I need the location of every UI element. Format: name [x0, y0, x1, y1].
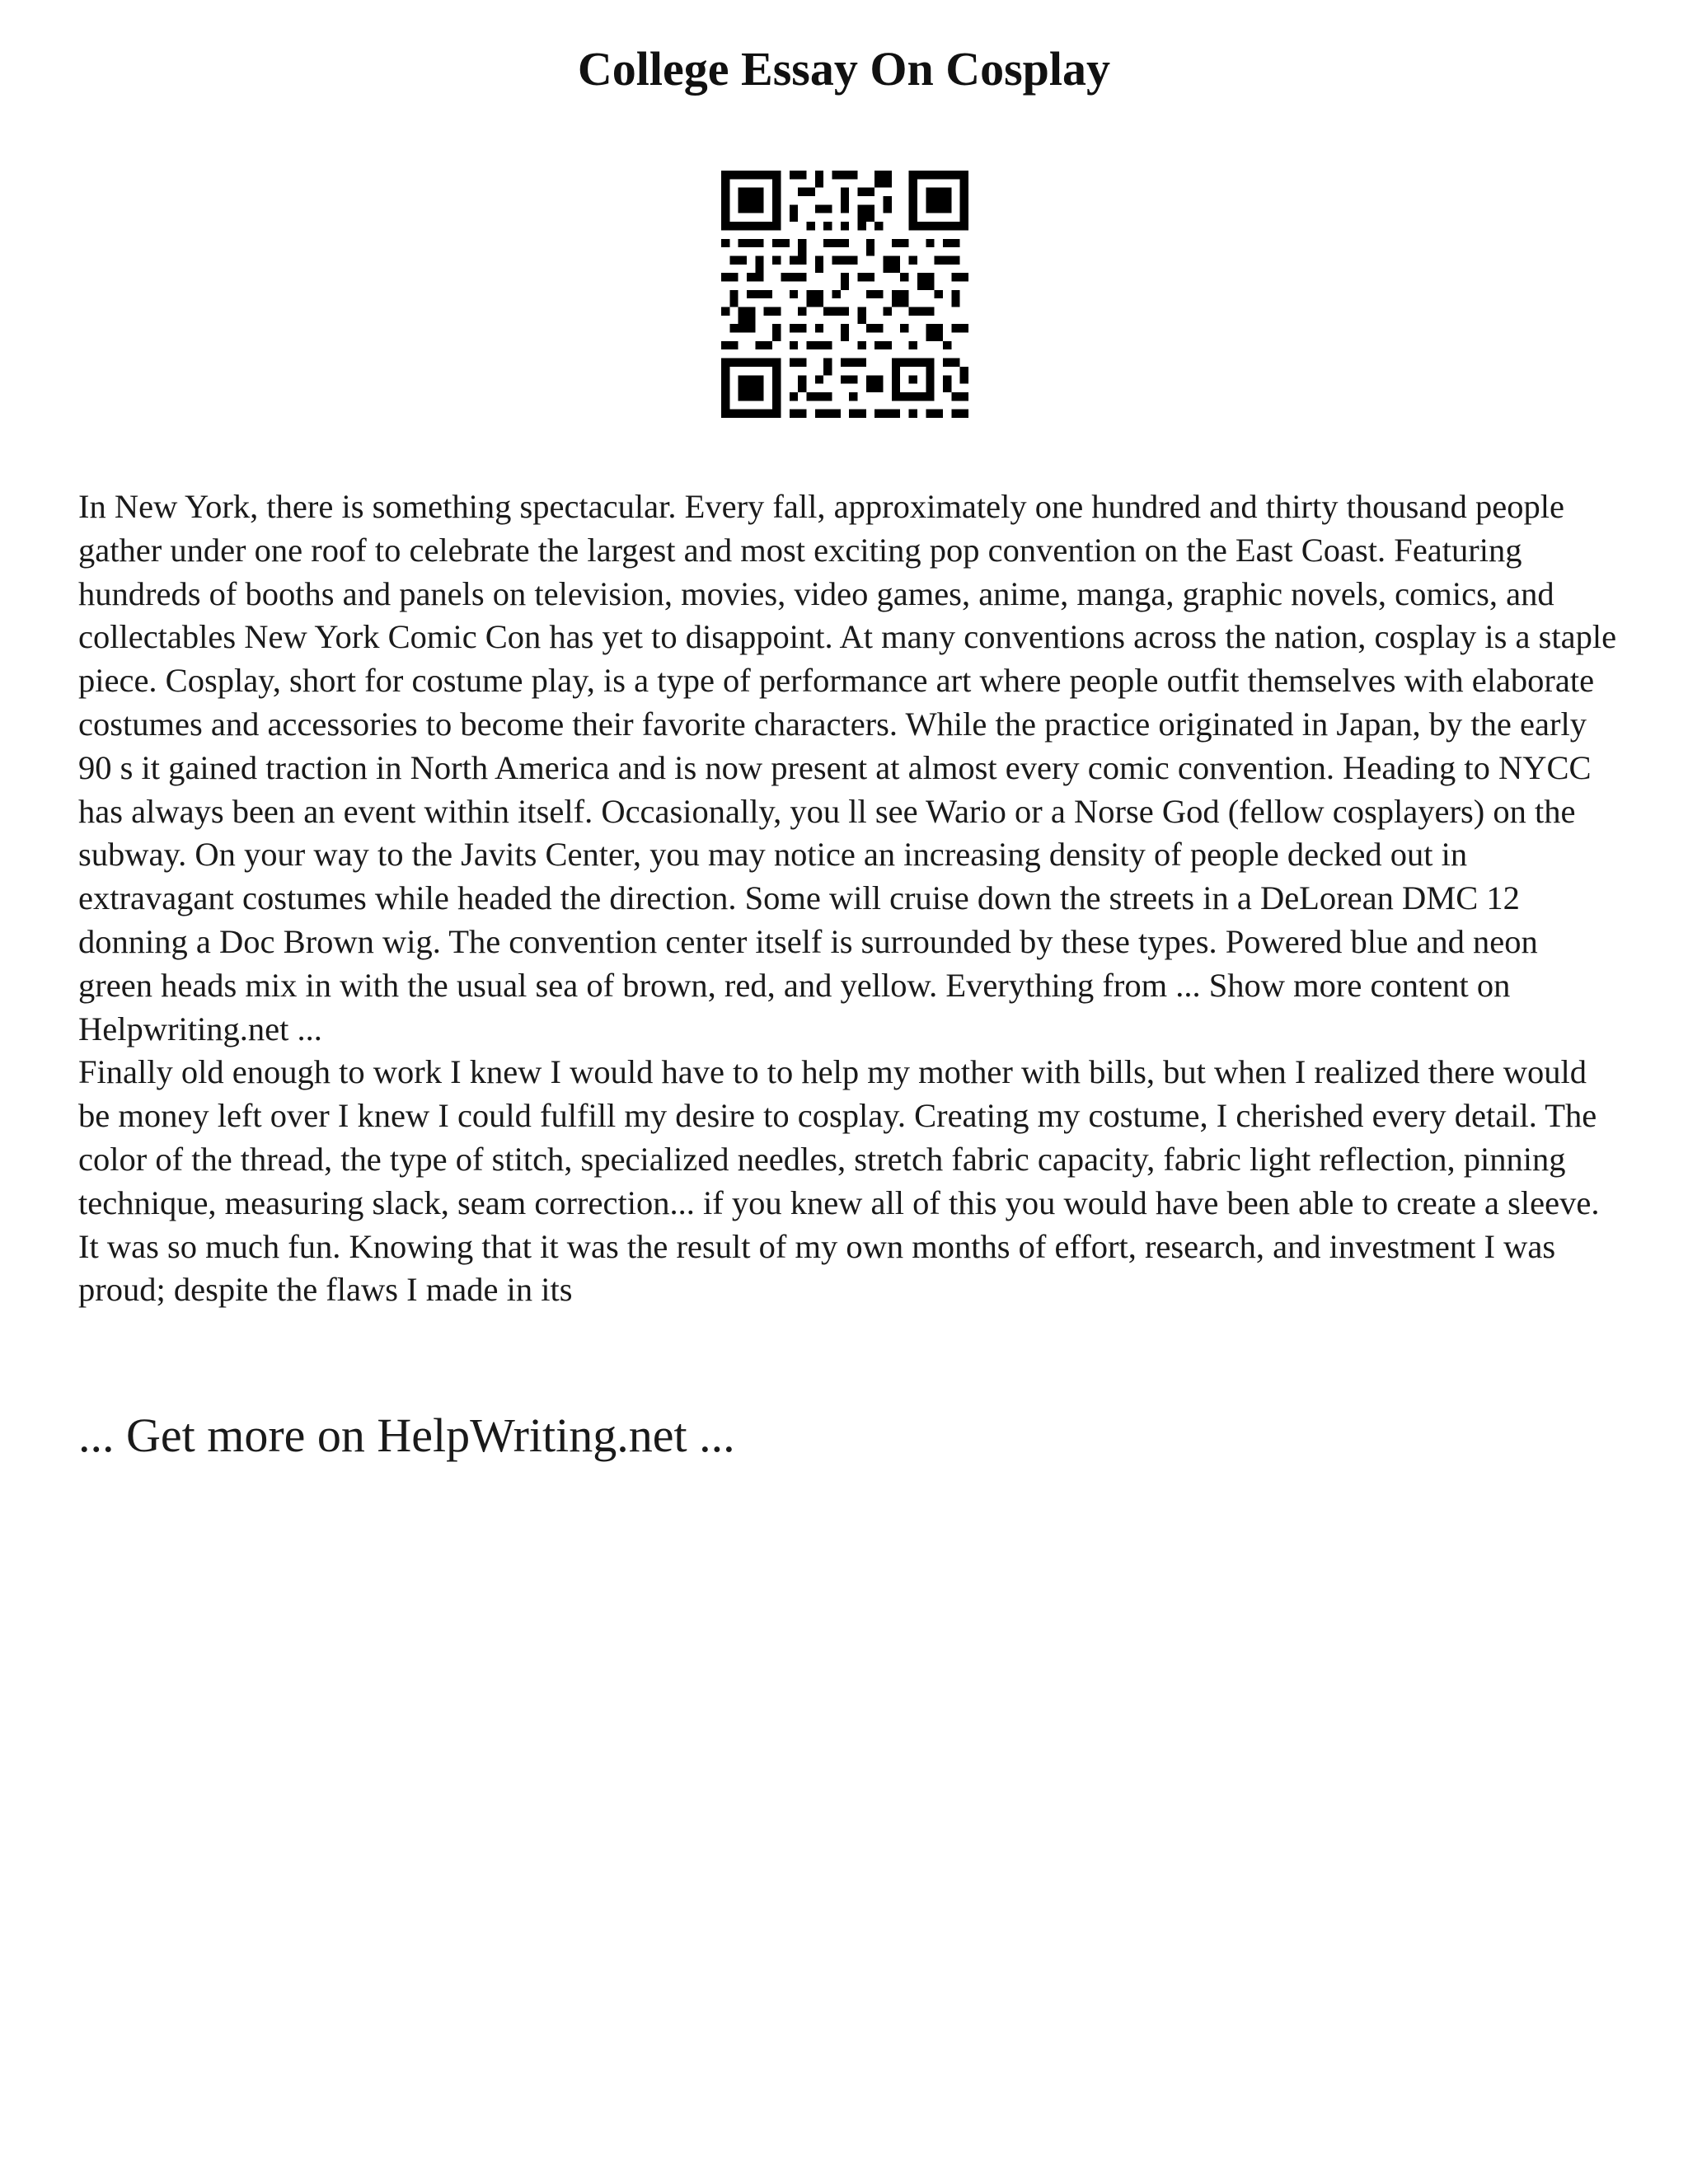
qr-code: [721, 171, 968, 418]
document-title: College Essay On Cosplay: [577, 42, 1111, 96]
essay-body: [78, 485, 1620, 1312]
essay-paragraph: In New York, there is something spectacular. Every fall, approximately one hundred and thirty thousand people gather under one roof to celebrate the largest and most exciting pop convention on the East Coast. Featuring hundreds of booths and panels on television, movies, video games, anime, manga, graphic novels, comics, and collectables New York Comic Con has yet to disappoint. At many conventions across the nation, cosplay is a staple piece. Cosplay, short for costume play, is a type of performance art where people outfit themselves with elaborate costumes and accessories to become their favorite characters. While the practice originated in Japan, by the early 90 s it gained traction in North America and is now present at almost every comic convention. Heading to NYCC has always been an event within itself. Occasionally, you ll see Wario or a Norse God (fellow cosplayers) on the subway. On your way to the Javits Center, you may notice an increasing density of people decked out in extravagant costumes while headed the direction. Some will cruise down the streets in a DeLorean DMC 12 donning a Doc Brown wig. The convention center itself is surrounded by these types. Powered blue and neon green heads mix in with the usual sea of brown, red, and yellow. Everything from ... Show more content on Helpwriting.net ...: [78, 488, 1617, 1047]
get-more-link[interactable]: ... Get more on HelpWriting.net ...: [78, 1408, 735, 1462]
qr-code-icon: [721, 171, 968, 418]
essay-paragraph: Finally old enough to work I knew I would have to to help my mother with bills, but when I realized there would be money left over I knew I could fulfill my desire to cosplay. Creating my costume, I cherished every detail. The color of the thread, the type of stitch, specialized needles, stretch fabric capacity, fabric light reflection, pinning technique, measuring slack, seam correction... if you knew all of this you would have been able to create a sleeve. It was so much fun. Knowing that it was the result of my own months of effort, research, and investment I was proud; despite the flaws I made in its: [78, 1053, 1600, 1309]
